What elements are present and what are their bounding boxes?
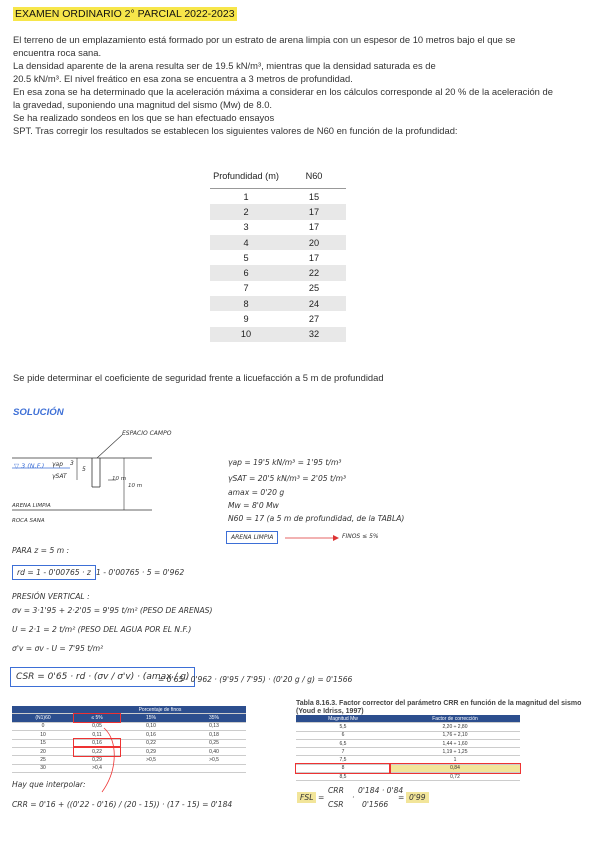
- crr-cell: 0,22: [120, 739, 182, 747]
- note-n60: N60 = 17 (a 5 m de profundidad, de la TABLA): [228, 514, 405, 523]
- crr-row: [12, 731, 246, 739]
- spt-n60-cell: 17: [308, 222, 320, 233]
- spt-header-depth: Profundidad (m): [210, 164, 282, 189]
- spt-row: [210, 250, 346, 265]
- crr-header: (N1)60: [12, 714, 74, 722]
- calc-para: PARA z = 5 m :: [12, 546, 70, 555]
- crr-header: ≤ 5%: [74, 714, 120, 722]
- sketch-depth-5: 5: [82, 466, 86, 473]
- crr-cell: >0,4: [74, 764, 120, 772]
- fc-cell: 1: [390, 756, 520, 764]
- spt-depth-cell: 4: [210, 235, 282, 250]
- crr-row: [12, 756, 246, 764]
- crr-cell: 0,11: [74, 731, 120, 739]
- spt-n60-cell: 27: [308, 314, 320, 325]
- fs-label: FSL: [297, 792, 316, 803]
- sketch-gsat-label: γSAT: [52, 473, 67, 480]
- fc-cell: 5,5: [296, 723, 390, 731]
- fc-cell: 2,20 ÷ 2,80: [390, 723, 520, 731]
- crr-table: [12, 706, 246, 773]
- statement-line: Se ha realizado sondeos en los que se han efectuado ensayos: [13, 112, 275, 123]
- fc-row: [296, 748, 520, 756]
- crr-cell: 10: [12, 731, 74, 739]
- crr-cell: 0,18: [182, 731, 246, 739]
- crr-cell: [182, 764, 246, 772]
- fc-row: [296, 723, 520, 731]
- csr-box: CSR = 0'65 · rd · (σv / σ'v) · (amax / g): [10, 667, 195, 687]
- fc-table: [296, 715, 520, 781]
- spt-row: [210, 189, 346, 205]
- sigma-v: σv = 3·1'95 + 2·2'05 = 9'95 t/m² (PESO DE ARENAS): [12, 606, 213, 615]
- spt-depth-cell: 9: [243, 314, 249, 325]
- statement-line: En esa zona se ha determinado que la aceleración máxima a considerar en los cálculos corresponde al 20 % de la aceleración de: [13, 86, 553, 97]
- fc-cell: 1,19 ÷ 1,25: [390, 748, 520, 756]
- fc-caption-2: (Youd e Idriss, 1997): [296, 708, 364, 715]
- arena-arrow: [285, 533, 340, 543]
- crr-header: 35%: [182, 714, 246, 722]
- sketch-sand-label: ARENA LIMPIA: [12, 503, 51, 509]
- interp-label: Hay que interpolar:: [12, 780, 86, 789]
- crr-cell: 0,40: [182, 747, 246, 755]
- fc-cell: 6,5: [296, 739, 390, 747]
- crr-cell: 0,29: [120, 747, 182, 755]
- spt-depth-cell: 7: [243, 283, 249, 294]
- interp-formula: CRR = 0'16 + ((0'22 - 0'16) / (20 - 15)) · (17 - 15) = 0'184: [12, 800, 233, 809]
- spt-n60-cell: 15: [308, 191, 320, 202]
- note-amax: amax = 0'20 g: [228, 488, 285, 497]
- sketch-depth-3: 3: [70, 460, 74, 467]
- fc-row: [296, 764, 520, 772]
- fc-row: [296, 773, 520, 781]
- statement-line: la gravedad, suponiendo una magnitud del sismo (Mw) de 8.0.: [13, 99, 273, 110]
- spt-depth-cell: 1: [243, 191, 249, 202]
- statement-line: La densidad aparente de la arena resulta ser de 19.5 kN/m³, mientras que la densidad saturada es de: [13, 60, 436, 71]
- sketch-rock-label: ROCA SANA: [12, 518, 45, 524]
- crr-row: [12, 722, 246, 730]
- problem-statement: [13, 33, 588, 137]
- spt-row: [210, 281, 346, 296]
- fs-num2: 0'184 · 0'84: [358, 786, 404, 795]
- statement-line: encuentra roca sana.: [13, 47, 102, 58]
- crr-cell: 0: [12, 722, 74, 730]
- statement-line: El terreno de un emplazamiento está formado por un estrato de arena limpia con un espesor de 10 metros bajo el que se: [13, 34, 516, 45]
- fs-result: 0'99: [406, 792, 429, 803]
- crr-cell: 0,13: [182, 722, 246, 730]
- solution-heading: SOLUCIÓN: [13, 407, 64, 418]
- spt-n60-cell: 25: [308, 283, 320, 294]
- question-text: Se pide determinar el coeficiente de seguridad frente a licuefacción a 5 m de profundidad: [13, 372, 384, 383]
- spt-depth-cell: 5: [243, 252, 249, 263]
- crr-row: [12, 747, 246, 755]
- exam-title: EXAMEN ORDINARIO 2° PARCIAL 2022-2023: [15, 8, 235, 20]
- spt-depth-cell: 2: [210, 204, 282, 219]
- fc-cell: 0,72: [390, 773, 520, 781]
- fs-eq: =: [318, 793, 325, 802]
- crr-cell: 0,16: [74, 739, 120, 747]
- crr-cell: 0,16: [120, 731, 182, 739]
- fc-cell: 0,84: [390, 764, 520, 772]
- fs-num: CRR: [328, 786, 344, 795]
- crr-cell: 0,29: [74, 756, 120, 764]
- rd-value: 1 - 0'00765 · 5 = 0'962: [96, 568, 185, 577]
- interp-arrow: [96, 720, 126, 795]
- spt-row: [210, 204, 346, 219]
- crr-cell: 0,10: [120, 722, 182, 730]
- sketch-label-top: ESPACIO CAMPO: [122, 430, 172, 437]
- crr-cell: >0,5: [182, 756, 246, 764]
- fc-cell: 8: [296, 764, 390, 772]
- fc-row: [296, 756, 520, 764]
- spt-n60-cell: 17: [282, 204, 346, 219]
- spt-row: [210, 235, 346, 250]
- crr-cell: [120, 764, 182, 772]
- fc-row: [296, 731, 520, 739]
- fc-cell: 1,44 ÷ 1,60: [390, 739, 520, 747]
- crr-group-header: Porcentaje de finos: [74, 706, 246, 714]
- sketch-water-label: ▽ 3 (N.F.): [14, 462, 45, 470]
- crr-header: 15%: [120, 714, 182, 722]
- arena-finos: FINOS ≤ 5%: [342, 533, 379, 540]
- spt-depth-cell: 10: [210, 327, 282, 342]
- note-gap: γap = 19'5 kN/m³ = 1'95 t/m³: [228, 458, 342, 467]
- csr-value: = 0'65 · 0'962 · (9'95 / 7'95) · (0'20 g / g) = 0'1566: [158, 675, 353, 684]
- spt-depth-cell: 6: [210, 265, 282, 280]
- crr-cell: 30: [12, 764, 74, 772]
- sketch-depth-10: 10 m: [112, 476, 127, 482]
- crr-cell: 15: [12, 739, 74, 747]
- spt-table: [210, 164, 346, 342]
- spt-depth-cell: 8: [210, 296, 282, 311]
- crr-row: [12, 739, 246, 747]
- note-gsat: γSAT = 20'5 kN/m³ = 2'05 t/m³: [228, 474, 347, 483]
- fc-caption: Tabla 8.16.3. Factor corrector del parámetro CRR en función de la magnitud del sismo: [296, 700, 582, 707]
- crr-cell: 0,22: [74, 747, 120, 755]
- fc-cell: 1,76 ÷ 2,10: [390, 731, 520, 739]
- fs-eq2: =: [398, 793, 405, 802]
- fs-den: CSR: [328, 800, 344, 809]
- note-mw: Mw = 8'0 Mw: [228, 501, 279, 510]
- spt-n60-cell: 20: [282, 235, 346, 250]
- fc-cell: 6: [296, 731, 390, 739]
- fc-row: [296, 739, 520, 747]
- crr-row: [12, 764, 246, 772]
- sketch-gap-label: γap: [52, 461, 64, 468]
- spt-n60-cell: 22: [282, 265, 346, 280]
- sketch-total: 10 m: [128, 483, 143, 489]
- pore-pressure: U = 2·1 = 2 t/m² (PESO DEL AGUA POR EL N.F.): [12, 625, 192, 634]
- spt-row: [210, 311, 346, 326]
- spt-row: [210, 265, 346, 280]
- crr-cell: 25: [12, 756, 74, 764]
- fc-cell: 7,5: [296, 756, 390, 764]
- crr-cell: 0,25: [182, 739, 246, 747]
- fc-header: Factor de corrección: [390, 715, 520, 723]
- fs-dot: ·: [352, 793, 355, 802]
- fs-den2: 0'1566: [362, 800, 389, 809]
- spt-row: [210, 327, 346, 342]
- arena-box: ARENA LIMPIA: [226, 531, 278, 544]
- spt-n60-cell: 24: [282, 296, 346, 311]
- statement-line: SPT. Tras corregir los resultados se establecen los siguientes valores de N60 en función de la profundidad:: [13, 125, 458, 136]
- crr-cell: 20: [12, 747, 74, 755]
- spt-depth-cell: 3: [243, 222, 249, 233]
- spt-header-n60: N60: [282, 164, 346, 189]
- rd-box: rd = 1 - 0'00765 · z: [12, 565, 96, 580]
- spt-row: [210, 220, 346, 235]
- crr-cell: >0,5: [120, 756, 182, 764]
- statement-line: 20.5 kN/m³. El nivel freático en esa zona se encuentra a 3 metros de profundidad.: [13, 73, 353, 84]
- spt-n60-cell: 17: [308, 252, 320, 263]
- sigma-v-eff: σ'v = σv - U = 7'95 t/m²: [12, 644, 104, 653]
- fc-cell: 8,5: [296, 773, 390, 781]
- spt-n60-cell: 32: [282, 327, 346, 342]
- crr-cell: 0,05: [74, 722, 120, 730]
- pv-title: PRESIÓN VERTICAL :: [12, 592, 90, 601]
- fc-cell: 7: [296, 748, 390, 756]
- fc-header: Magnitud Mw: [296, 715, 390, 723]
- spt-row: [210, 296, 346, 311]
